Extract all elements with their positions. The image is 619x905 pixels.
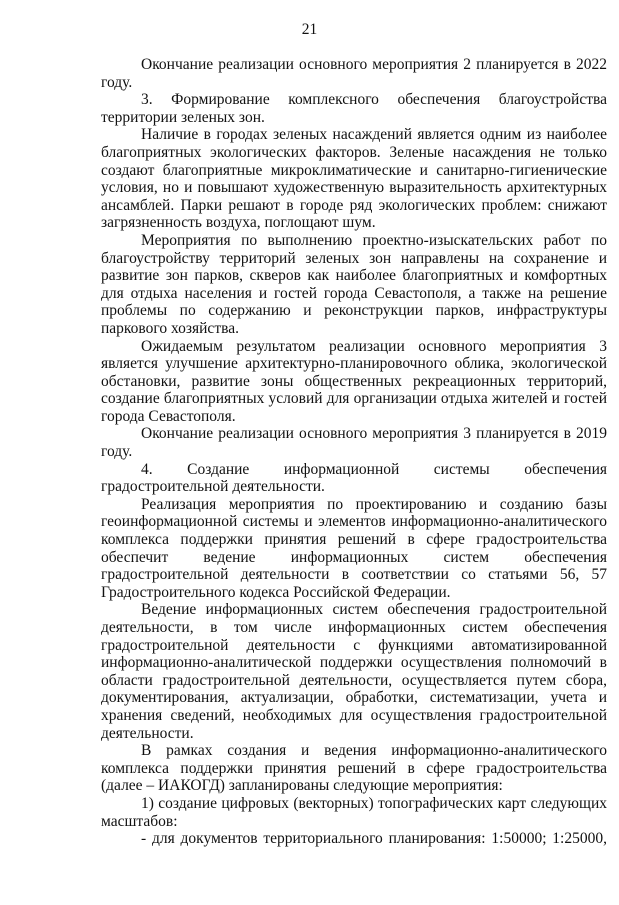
list-item-territorial-planning-scales: - для документов территориального планирования: 1:50000; 1:25000, (141, 830, 607, 848)
paragraph-completion-activity-3: Окончание реализации основного мероприятия 3 планируется в 2019 году. (101, 425, 607, 461)
heading-green-zones: 3. Формирование комплексного обеспечения благоустройства территории зеленых зон. (101, 91, 607, 126)
paragraph-completion-activity-2: Окончание реализации основного мероприятия 2 планируется в 2022 году. (101, 56, 607, 91)
document-body (101, 56, 607, 848)
list-item-digital-maps: 1) создание цифровых (векторных) топографических карт следующих масштабов: (101, 794, 607, 830)
paragraph-design-survey-works: Мероприятия по выполнению проектно-изыскательских работ по благоустройству территорий зеленых зон направлены на сохранение и развитие зон парков, скверов как наиболее благоприятных и комфортных для отдыха населения и гостей города Севастополя, а также на решение проблемы по содержанию и реконструкции парков, инфраструктуры паркового хозяйства. (101, 231, 607, 337)
paragraph-expected-result-activity-3: Ожидаемым результатом реализации основного мероприятия 3 является улучшение архитектурно-планировочного облика, экологической обстановки, развитие зоны общественных рекреационных территорий, создание благоприятных условий для организации отдыха жителей и гостей города Севастополя. (101, 337, 607, 425)
paragraph-iakogd-activities: В рамках создания и ведения информационно-аналитического комплекса поддержки принятия решений в сфере градостроительства (далее – ИАКОГД) запланированы следующие мероприятия: (101, 742, 607, 795)
paragraph-green-plantings: Наличие в городах зеленых насаждений является одним из наиболее благоприятных экологических факторов. Зеленые насаждения не только создают благоприятные микроклиматические и санитарно-гигиенические условия, но и повышают художественную выразительность архитектурных ансамблей. Парки решают в городе ряд экологических проблем: снижают загрязненность воздуха, поглощают шум. (101, 126, 607, 232)
paragraph-information-systems-maintenance: Ведение информационных систем обеспечения градостроительной деятельности, в том числе информационных систем обеспечения градостроительной деятельности с функциями автоматизированной информационно-аналитической поддержки осуществления полномочий в области градостроительной деятельности, осуществляется путем сбора, документирования, актуализации, обработки, систематизации, учета и хранения сведений, необходимых для осуществления градостроительной деятельности. (101, 601, 607, 742)
heading-information-system: 4. Создание информационной системы обеспечения градостроительной деятельности. (101, 460, 607, 496)
paragraph-gis-implementation: Реализация мероприятия по проектированию и созданию базы геоинформационной системы и элементов информационно-аналитического комплекса поддержки принятия решений в сфере градостроительства обеспечит ведение информационных систем обеспечения градостроительной деятельности в соответствии со статьями 56, 57 Градостроительного кодекса Российской Федерации. (101, 495, 607, 601)
page-number: 21 (301, 21, 318, 38)
